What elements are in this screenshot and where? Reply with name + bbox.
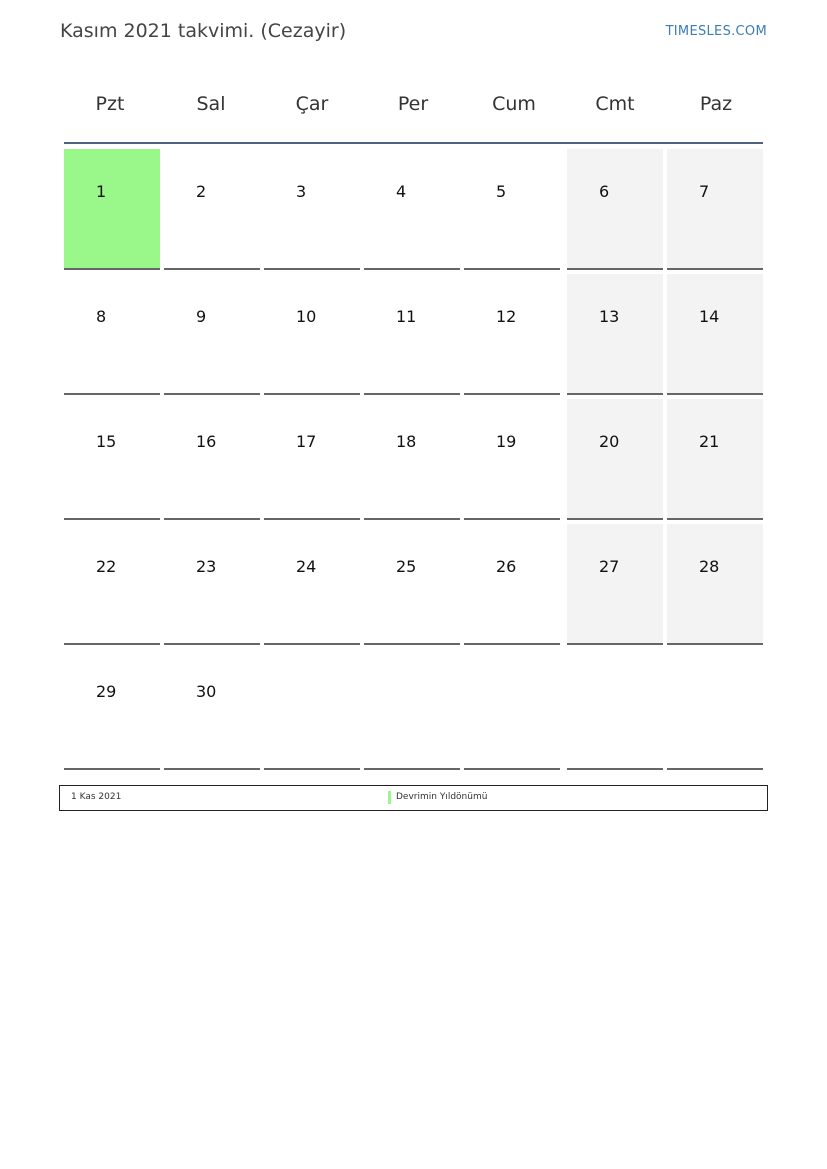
day-cell[interactable] — [164, 399, 260, 520]
day-number: 19 — [496, 432, 517, 451]
legend-date: 1 Kas 2021 — [71, 792, 122, 802]
day-number: 4 — [396, 182, 407, 201]
day-number: 9 — [196, 307, 207, 326]
week-row — [64, 524, 764, 645]
day-cell[interactable] — [164, 274, 260, 395]
day-number: 7 — [699, 182, 710, 201]
week-row — [64, 274, 764, 395]
day-cell[interactable] — [64, 524, 160, 645]
week-row — [64, 649, 764, 770]
day-number: 30 — [196, 682, 217, 701]
day-number: 10 — [296, 307, 317, 326]
day-number: 28 — [699, 557, 720, 576]
legend-color-marker — [388, 791, 391, 804]
day-cell[interactable] — [567, 399, 663, 520]
day-number: 23 — [196, 557, 217, 576]
brand-link[interactable]: TIMESLES.COM — [665, 24, 767, 39]
day-cell[interactable] — [667, 274, 763, 395]
day-cell[interactable] — [264, 524, 360, 645]
weekday-tuesday: Sal — [196, 93, 226, 115]
day-number: 21 — [699, 432, 720, 451]
day-number: 12 — [496, 307, 517, 326]
day-number: 14 — [699, 307, 720, 326]
day-number: 24 — [296, 557, 317, 576]
day-number: 16 — [196, 432, 217, 451]
day-cell[interactable] — [64, 649, 160, 770]
weekday-header-row — [62, 88, 764, 120]
day-cell[interactable] — [264, 149, 360, 270]
day-cell[interactable] — [64, 399, 160, 520]
day-number: 25 — [396, 557, 417, 576]
day-number: 22 — [96, 557, 117, 576]
day-cell[interactable] — [164, 649, 260, 770]
empty-day-cell — [464, 649, 560, 770]
day-cell[interactable] — [464, 274, 560, 395]
day-number: 1 — [96, 182, 107, 201]
legend-holiday-name: Devrimin Yıldönümü — [396, 792, 488, 802]
day-number: 13 — [599, 307, 620, 326]
day-cell[interactable] — [264, 274, 360, 395]
weekday-thursday: Per — [397, 93, 429, 115]
weekday-sunday: Paz — [699, 93, 733, 115]
day-cell[interactable] — [164, 149, 260, 270]
day-number: 2 — [196, 182, 207, 201]
day-cell[interactable] — [64, 274, 160, 395]
day-cell[interactable] — [264, 399, 360, 520]
day-cell[interactable] — [567, 149, 663, 270]
day-number: 29 — [96, 682, 117, 701]
week-row — [64, 399, 764, 520]
page-title: Kasım 2021 takvimi. (Cezayir) — [60, 20, 347, 42]
weekday-friday: Cum — [492, 93, 536, 115]
day-cell[interactable] — [64, 149, 160, 270]
day-number: 8 — [96, 307, 107, 326]
weekday-monday: Pzt — [95, 93, 125, 115]
day-cell[interactable] — [464, 524, 560, 645]
empty-day-cell — [567, 649, 663, 770]
day-cell[interactable] — [667, 149, 763, 270]
day-number: 3 — [296, 182, 307, 201]
day-number: 11 — [396, 307, 417, 326]
day-cell[interactable] — [667, 524, 763, 645]
calendar-grid — [64, 149, 764, 774]
day-cell[interactable] — [364, 149, 460, 270]
day-cell[interactable] — [667, 399, 763, 520]
day-cell[interactable] — [364, 274, 460, 395]
weekday-wednesday: Çar — [295, 93, 329, 115]
day-cell[interactable] — [364, 524, 460, 645]
empty-day-cell — [364, 649, 460, 770]
day-number: 17 — [296, 432, 317, 451]
weekday-saturday: Cmt — [595, 93, 635, 115]
day-cell[interactable] — [164, 524, 260, 645]
day-number: 5 — [496, 182, 507, 201]
week-row — [64, 149, 764, 270]
empty-day-cell — [667, 649, 763, 770]
day-number: 26 — [496, 557, 517, 576]
day-number: 6 — [599, 182, 610, 201]
day-cell[interactable] — [464, 399, 560, 520]
day-cell[interactable] — [567, 274, 663, 395]
day-cell[interactable] — [567, 524, 663, 645]
day-number: 15 — [96, 432, 117, 451]
day-number: 27 — [599, 557, 620, 576]
day-cell[interactable] — [464, 149, 560, 270]
day-number: 20 — [599, 432, 620, 451]
holiday-legend — [59, 785, 768, 811]
empty-day-cell — [264, 649, 360, 770]
header-divider — [64, 142, 763, 144]
day-number: 18 — [396, 432, 417, 451]
day-cell[interactable] — [364, 399, 460, 520]
